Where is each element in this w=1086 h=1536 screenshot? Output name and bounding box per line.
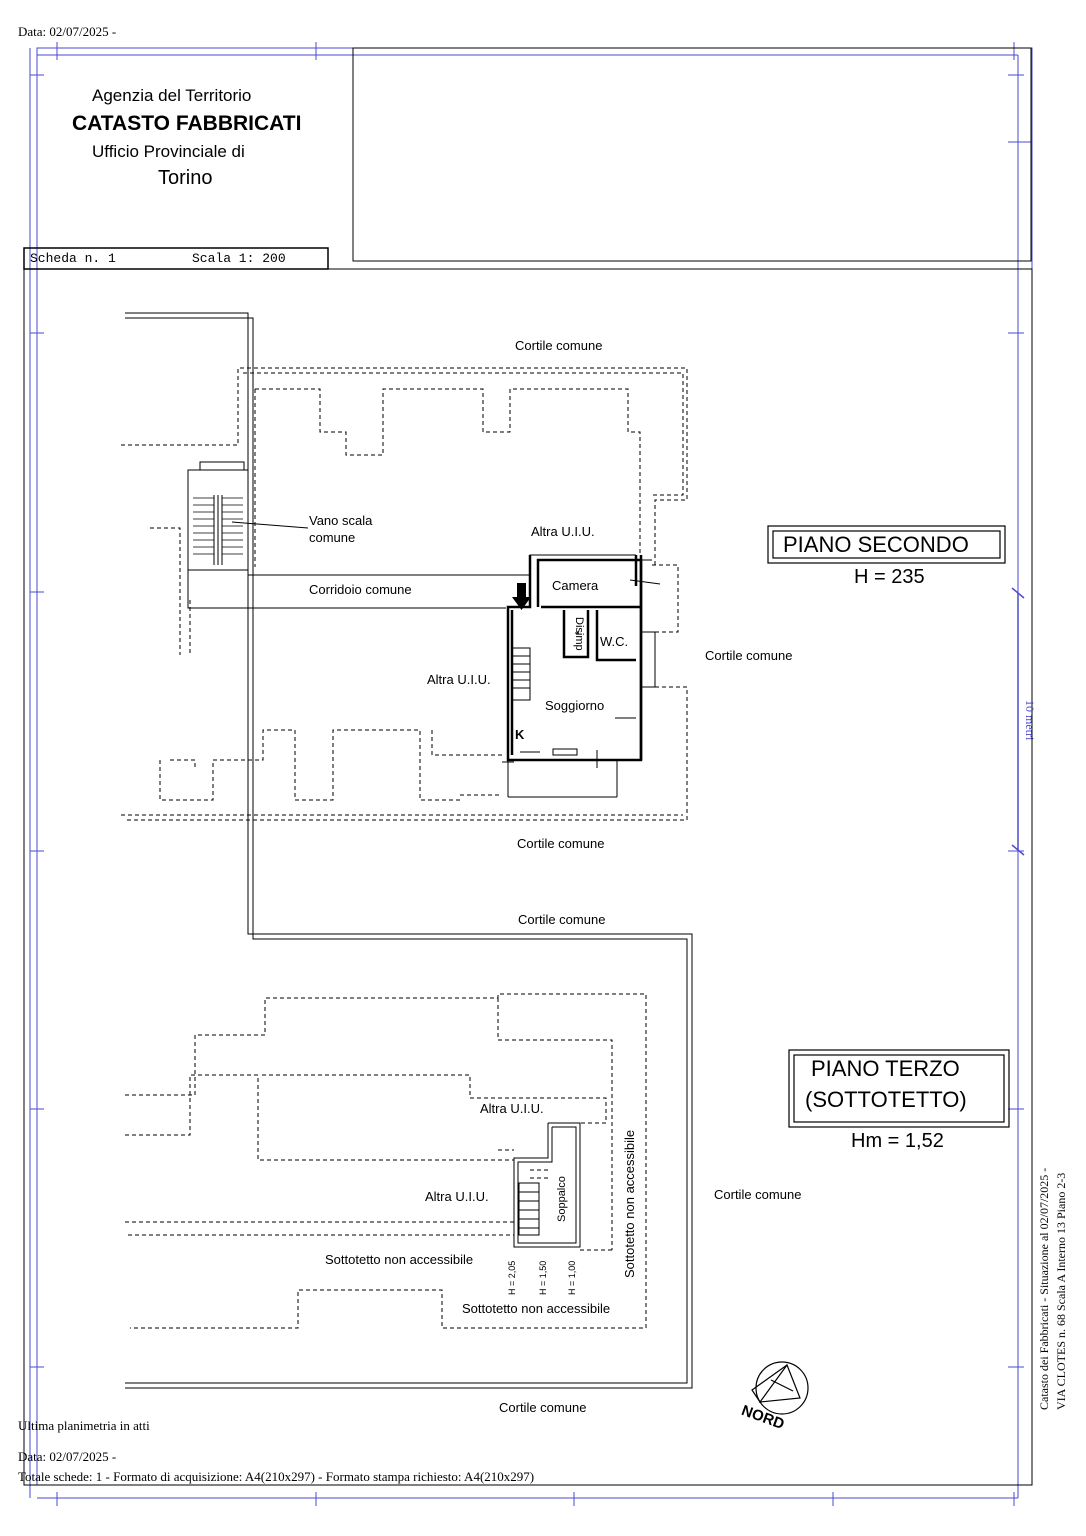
f2-title: PIANO SECONDO bbox=[783, 532, 969, 557]
sheet-frame bbox=[30, 42, 1032, 1506]
f3-sottotetto-left: Sottotetto non accessibile bbox=[325, 1252, 474, 1267]
f3-cortile-bottom: Cortile comune bbox=[499, 1400, 587, 1415]
floor3-solid bbox=[125, 313, 692, 1388]
f3-altra-top: Altra U.I.U. bbox=[480, 1101, 544, 1116]
scheda-number: Scheda n. 1 bbox=[30, 251, 116, 266]
f2-disimp: Disimp bbox=[573, 617, 585, 651]
side-note-line2: VIA CLOTES n. 68 Scala A Interno 13 Piano 2-3 bbox=[1054, 1172, 1068, 1410]
f2-wc: W.C. bbox=[600, 634, 629, 649]
north-arrow-icon bbox=[752, 1362, 808, 1414]
f3-soppalco: Soppalco bbox=[556, 1176, 568, 1222]
f2-kitchen: K bbox=[515, 727, 525, 742]
ufficio-label: Ufficio Provinciale di bbox=[92, 142, 245, 161]
date-top: Data: 02/07/2025 - bbox=[18, 24, 117, 39]
scale-bar-label: 10 metri bbox=[1023, 700, 1037, 741]
f2-soggiorno: Soggiorno bbox=[545, 698, 605, 713]
f3-h205: H = 2,05 bbox=[507, 1260, 517, 1295]
f2-cortile-top: Cortile comune bbox=[515, 338, 603, 353]
footer-date: Data: 02/07/2025 - bbox=[18, 1449, 117, 1464]
f3-altra-left: Altra U.I.U. bbox=[425, 1189, 489, 1204]
f3-height: Hm = 1,52 bbox=[851, 1130, 944, 1152]
f2-height: H = 235 bbox=[854, 566, 925, 588]
f2-altra-top: Altra U.I.U. bbox=[531, 524, 595, 539]
f3-title-2: (SOTTOTETTO) bbox=[805, 1087, 967, 1112]
title-boxes bbox=[768, 526, 1009, 1127]
f3-sottotetto-vertical: Sottotetto non accessibile bbox=[622, 1129, 637, 1278]
scale-ratio: Scala 1: 200 bbox=[192, 251, 286, 266]
f3-h150: H = 1,50 bbox=[538, 1260, 548, 1295]
f2-camera: Camera bbox=[552, 578, 599, 593]
f3-cortile-right: Cortile comune bbox=[714, 1187, 802, 1202]
f3-h100: H = 1,00 bbox=[567, 1260, 577, 1295]
city-name: Torino bbox=[158, 167, 213, 189]
f3-cortile-top: Cortile comune bbox=[518, 912, 606, 927]
agency-name: Agenzia del Territorio bbox=[92, 86, 252, 105]
footer-totale: Totale schede: 1 - Formato di acquisizione: A4(210x297) - Formato stampa richiesto: A4(210x297) bbox=[18, 1469, 535, 1484]
f2-cortile-right: Cortile comune bbox=[705, 648, 793, 663]
f2-vano-scala: Vano scala bbox=[309, 513, 373, 528]
side-note-line1: Catasto dei Fabbricati - Situazione al 02/07/2025 - bbox=[1037, 1167, 1051, 1410]
f3-sottotetto-bottom: Sottotetto non accessibile bbox=[462, 1301, 611, 1316]
header-boxes bbox=[24, 48, 1032, 1485]
f2-vano-comune: comune bbox=[309, 530, 356, 545]
f2-corridoio: Corridoio comune bbox=[309, 582, 412, 597]
footer-ultima: Ultima planimetria in atti bbox=[18, 1418, 150, 1433]
f3-title-1: PIANO TERZO bbox=[811, 1056, 960, 1081]
north-label: NORD bbox=[739, 1402, 787, 1434]
f2-cortile-bottom: Cortile comune bbox=[517, 836, 605, 851]
f2-altra-left: Altra U.I.U. bbox=[427, 672, 491, 687]
catasto-title: CATASTO FABBRICATI bbox=[72, 112, 302, 135]
